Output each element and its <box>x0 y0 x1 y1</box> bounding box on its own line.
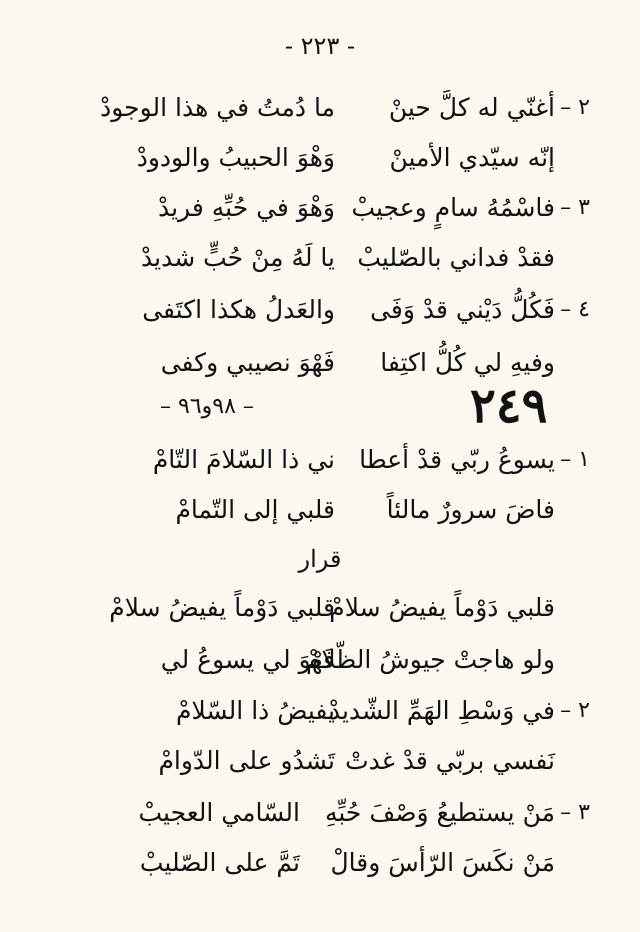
hemistich-left: السّامي العجيبْ <box>138 798 300 827</box>
verse-line <box>100 185 600 231</box>
hemistich-left: وَهْوَ الحبيبُ والودودْ <box>136 143 335 172</box>
verse-line <box>100 135 600 181</box>
hemistich-right: إنّه سيّدي الأمينْ <box>389 143 555 172</box>
hemistich-left: وَهْوَ في حُبِّهِ فريدْ <box>157 193 335 222</box>
verse-line <box>100 487 600 533</box>
hemistich-left: قلبي إلى التّمامْ <box>175 495 335 524</box>
page-number: - ٢٢٣ - <box>284 32 356 60</box>
hemistich-right: وفيهِ لي كُلُّ اكتِفا <box>380 348 555 377</box>
stanza-number: ٢ – <box>560 95 590 120</box>
stanza-number: ٤ – <box>560 297 590 322</box>
hemistich-right: مَنْ يستطيعُ وَصْفَ حُبِّهِ <box>324 798 555 827</box>
hemistich-left: تَمَّ على الصّليبْ <box>139 848 300 877</box>
hemistich-right: فقدْ فداني بالصّليبْ <box>357 243 555 272</box>
verse-line <box>100 637 600 683</box>
hemistich-left: والعَدلُ هكذا اكتَفى <box>142 295 335 324</box>
hemistich-right: فَكُلُّ دَيْني قدْ وَفَى <box>370 295 555 324</box>
hemistich-left: فَهْوَ لي يسوعُ لي <box>160 645 335 674</box>
stanza-number: ٢ – <box>560 698 590 723</box>
hymn-header <box>0 378 640 438</box>
hemistich-left: تَشدُو على الدّوامْ <box>158 746 335 775</box>
verse-line <box>100 437 600 483</box>
hymn-reference: – ٩٨و٩٦ – <box>160 394 254 419</box>
chorus-label: قرار <box>298 545 342 573</box>
stanza-number: ٣ – <box>560 195 590 220</box>
hemistich-right: ولو هاجتْ جيوشُ الظّلامْ <box>305 645 555 674</box>
hemistich-right: فاضَ سرورٌ مالئاً <box>386 495 555 524</box>
hemistich-right: فاسْمُهُ سامٍ وعجيبْ <box>351 193 555 222</box>
verse-line <box>100 235 600 281</box>
hemistich-right: في وَسْطِ الهَمِّ الشّديدْ <box>328 696 555 725</box>
hemistich-left: يفيضُ ذا السّلامْ <box>175 696 335 725</box>
verse-line <box>100 85 600 131</box>
stanza-number: ١ – <box>560 447 590 472</box>
hemistich-left: ما دُمتُ في هذا الوجودْ <box>100 93 335 122</box>
hymn-number: ٢٤٩ <box>470 378 548 434</box>
verse-line <box>100 738 600 784</box>
verse-line <box>100 840 600 886</box>
hemistich-right: يسوعُ ربّي قدْ أعطا <box>359 445 555 474</box>
hemistich-right: أغنّي له كلَّ حينْ <box>388 93 555 122</box>
hemistich-left: ني ذا السّلامَ التّامْ <box>152 445 335 474</box>
stanza-number: ٣ – <box>560 800 590 825</box>
verse-line <box>100 287 600 333</box>
hemistich-right: قلبي دَوْماً يفيضُ سلامْ <box>329 593 555 622</box>
hemistich-left: فَهْوَ نصيبي وكفى <box>160 348 335 377</box>
hemistich-left: قلبي دَوْماً يفيضُ سلامْ <box>109 593 335 622</box>
hemistich-right: مَنْ نكَسَ الرّأسَ وقالْ <box>330 848 555 877</box>
hemistich-right: نَفسي بربّي قدْ غدتْ <box>345 746 555 775</box>
verse-line <box>100 585 600 631</box>
verse-line <box>100 790 600 836</box>
hemistich-left: يا لَهُ مِنْ حُبٍّ شديدْ <box>141 243 335 272</box>
verse-line <box>100 688 600 734</box>
